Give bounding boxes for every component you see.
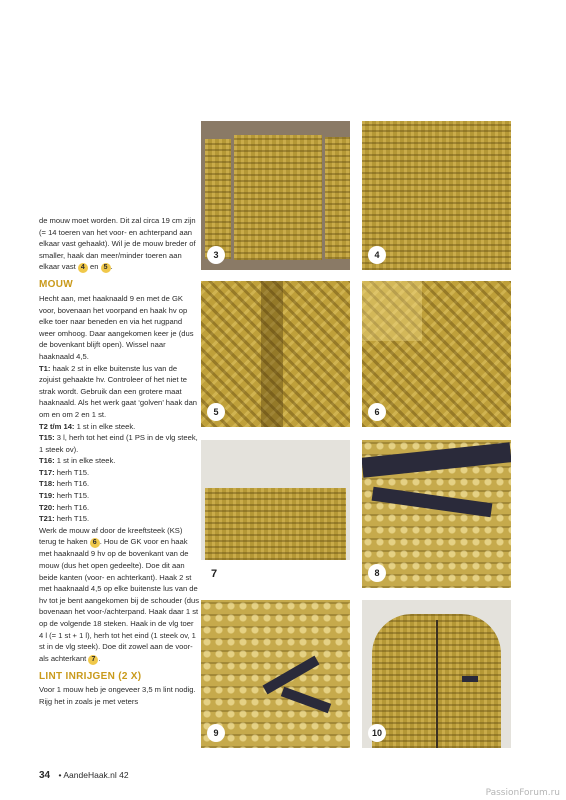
row-text: herh T15.: [56, 514, 90, 524]
row-t17: [39, 467, 199, 479]
row-text: herh T15.: [56, 467, 90, 477]
photo-number: 8: [368, 564, 386, 582]
step-badge: 5: [101, 263, 111, 273]
heading-lint: LINT INRIJGEN (2 X): [39, 670, 142, 682]
row-text: haak 2 st in elke buitenste lus van de zojuist gehaakte hv. Controleer of het niet te strak wordt. Gebruik dan een grotere maat haaknaald. Als het werk gaat ‘golven’ haak dan om en om 2 en 1 st.: [39, 363, 198, 419]
row-text: herh T15.: [56, 491, 90, 501]
row-text: herh T16.: [56, 479, 90, 489]
table-surface: [201, 560, 350, 588]
row-label: T1:: [39, 363, 51, 373]
photo-3: [201, 121, 350, 270]
photo-6: [362, 281, 511, 427]
body-text-column: [39, 215, 199, 708]
heading-mouw: MOUW: [39, 279, 73, 291]
row-t20: [39, 502, 199, 514]
mouw-paragraph-2: [39, 525, 199, 665]
photo-9: [201, 600, 350, 748]
intro-end: .: [110, 262, 113, 272]
row-t1: [39, 363, 199, 421]
intro-en: en: [89, 262, 99, 272]
photo-number: 4: [368, 246, 386, 264]
ribbon: [281, 687, 331, 713]
front-opening: [436, 620, 438, 748]
row-label: T17:: [39, 467, 55, 477]
crochet-sleeve: [205, 488, 346, 560]
photo-number: 9: [207, 724, 225, 742]
page-footer: [39, 770, 129, 781]
photo-number: 3: [207, 246, 225, 264]
row-text: 1 st in elke steek.: [76, 421, 136, 431]
photo-8: [362, 440, 511, 588]
row-label: T20:: [39, 502, 55, 512]
page-number: 34: [39, 770, 51, 781]
step-badge: 4: [78, 263, 88, 273]
row-label: T18:: [39, 479, 55, 489]
photo-5: [201, 281, 350, 427]
intro-text: de mouw moet worden. Dit zal circa 19 cm zijn (= 14 toeren van het voor- en achterpand aan elkaar vast gehaakt). Wil je de mouw breder of smaller, haak dan meer/minder toeren aan elkaar vast: [39, 216, 196, 272]
collar-detail: [362, 281, 422, 341]
row-label: T2 t/m 14:: [39, 421, 75, 431]
photo-number: 10: [368, 724, 386, 742]
row-t15: [39, 432, 199, 455]
photo-number: 6: [368, 403, 386, 421]
crochet-panel: [234, 135, 322, 260]
photo-4: [362, 121, 511, 270]
photo-10: [362, 600, 511, 748]
photo-number: 5: [207, 403, 225, 421]
opening-seam: [261, 281, 283, 427]
row-label: T19:: [39, 491, 55, 501]
row-label: T16:: [39, 456, 55, 466]
crochet-panel: [205, 139, 231, 259]
publication-name: AandeHaak.nl 42: [63, 770, 129, 780]
watermark: PassionForum.ru: [485, 788, 560, 798]
intro-paragraph: [39, 215, 199, 273]
step-badge: 7: [88, 655, 98, 665]
row-t2-14: [39, 421, 199, 433]
row-text: herh T16.: [56, 502, 90, 512]
row-text: 1 st in elke steek.: [56, 456, 116, 466]
row-t19: [39, 490, 199, 502]
ribbon-bow: [462, 676, 478, 682]
mouw-p2-text: . Hou de GK voor en haak met haaknaald 9 hv op de bovenkant van de mouw (dus het open gedeelte). Doe dit aan beide kanten (voor- en achterkant). Haak 2 st met haaknaald 4,5 op elke buitenste lus van de hv tot je bent aangekomen bij de schouder (dus bovenaan het voor-/achterpand. Haak daar 1 st op de volgende 18 steken. Haak in de vlg toer 4 l (= 1 st + 1 l), herh tot het eind (1 steek ov, 1 st in de vlg steek). Doe dit zowel aan de voor- als achterkant: [39, 537, 199, 663]
lint-paragraph: Voor 1 mouw heb je ongeveer 3,5 m lint nodig. Rijg het in zoals je met veters: [39, 685, 196, 706]
row-label: T15:: [39, 433, 55, 443]
row-label: T21:: [39, 514, 55, 524]
row-t18: [39, 478, 199, 490]
row-t16: [39, 455, 199, 467]
step-badge: 6: [90, 538, 100, 548]
mouw-p2-end: .: [98, 653, 101, 663]
mouw-paragraph-1: Hecht aan, met haaknaald 9 en met de GK voor, bovenaan het voorpand en haak hv op elke toer naar beneden en via het rugpand weer omhoog. Daar aangekomen keer je (dus de bovenkant blijft open). Wissel naar haaknaald 4,5.: [39, 293, 194, 361]
photo-7: [201, 440, 350, 588]
ribbon: [362, 442, 511, 477]
footer-bullet: •: [58, 770, 62, 780]
ribbon: [372, 487, 493, 518]
row-text: 3 l, herh tot het eind (1 PS in de vlg steek, 1 steek ov).: [39, 433, 198, 454]
mouw-p2-text: Werk de mouw af door de kreeftsteek (KS) terug te haken: [39, 525, 183, 547]
photo-number: 7: [211, 568, 218, 580]
crochet-panel: [325, 137, 350, 259]
row-t21: [39, 513, 199, 525]
